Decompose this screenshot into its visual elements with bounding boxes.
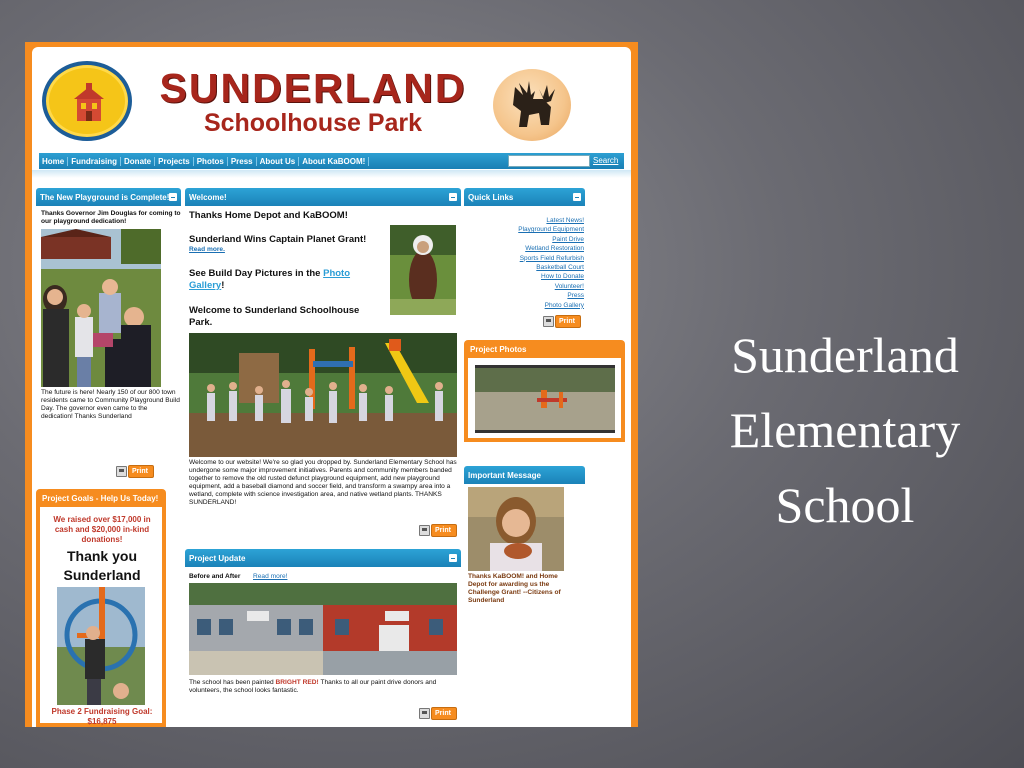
slide-title — [680, 318, 1010, 543]
slide-title-line-1: Sunderland — [731, 327, 959, 383]
quick-links-list — [468, 216, 584, 310]
print-label: Print — [128, 465, 154, 478]
quick-link-playground-equipment[interactable]: Playground Equipment — [518, 226, 584, 234]
welcome-line-4: Welcome to Sunderland Schoolhouse Park. — [189, 305, 360, 328]
project-photos-header — [464, 340, 625, 358]
minimize-icon[interactable] — [449, 193, 457, 201]
project-photos-title: Project Photos — [470, 345, 527, 354]
goals-panel-title: Project Goals - Help Us Today! — [42, 494, 159, 503]
quick-links-header — [464, 188, 585, 206]
photo-gallery-link[interactable]: Photo Gallery — [189, 268, 351, 291]
before-after-label: Before and After — [189, 573, 241, 580]
minimize-icon[interactable] — [449, 554, 457, 562]
moose-logo-icon — [493, 69, 571, 141]
nav-press[interactable]: Press — [228, 157, 257, 166]
printer-icon — [419, 525, 430, 536]
update-panel-header — [185, 549, 461, 567]
left-panel-caption: Thanks Governor Jim Douglas for coming to our playground dedication! — [41, 210, 181, 225]
goals-raised-text: We raised over $17,000 in cash and $20,000 in-kind donations! — [53, 515, 151, 544]
website-screenshot — [25, 42, 638, 727]
quick-link-basketball-court[interactable]: Basketball Court — [536, 264, 584, 272]
quick-links-title: Quick Links — [468, 193, 514, 202]
update-body-suffix: Thanks to all our paint drive donors and volunteers, the school looks fantastic. — [189, 679, 437, 694]
print-button[interactable] — [543, 315, 581, 328]
quick-link-volunteer[interactable]: Volunteer! — [554, 282, 584, 290]
nav-donate[interactable]: Donate — [121, 157, 155, 166]
main-nav — [39, 153, 624, 169]
printer-icon — [419, 708, 430, 719]
goals-thanks-text: Thank you Sunderland — [63, 548, 141, 583]
schoolhouse-logo-icon[interactable] — [42, 61, 132, 141]
welcome-line-2: Sunderland Wins Captain Planet Grant! — [189, 234, 367, 245]
quick-link-photo-gallery[interactable]: Photo Gallery — [544, 301, 584, 309]
search-input[interactable] — [508, 155, 590, 167]
quick-link-wetland-restoration[interactable]: Wetland Restoration — [525, 245, 584, 253]
minimize-icon[interactable] — [573, 193, 581, 201]
update-read-more-link[interactable]: Read more! — [253, 573, 288, 580]
nav-fundraising[interactable]: Fundraising — [68, 157, 121, 166]
student-photo — [468, 487, 564, 571]
slide-title-line-3: School — [775, 477, 915, 533]
left-panel-title: The New Playground is Complete! — [40, 193, 170, 202]
print-button[interactable] — [419, 524, 457, 537]
printer-icon — [543, 316, 554, 327]
welcome-line-3 — [189, 268, 379, 292]
fundraising-photo — [57, 587, 145, 705]
web-page — [32, 47, 631, 727]
minimize-icon[interactable] — [169, 193, 177, 201]
nav-home[interactable]: Home — [39, 157, 68, 166]
message-panel-header — [464, 466, 585, 484]
quick-link-sports-field[interactable]: Sports Field Refurbish — [519, 254, 584, 262]
slide-title-line-2: Elementary — [729, 402, 961, 458]
quick-link-paint-drive[interactable]: Paint Drive — [552, 235, 584, 243]
before-after-photo — [189, 583, 457, 675]
printer-icon — [116, 466, 127, 477]
nav-photos[interactable]: Photos — [194, 157, 228, 166]
quick-link-how-to-donate[interactable]: How to Donate — [541, 273, 584, 281]
governor-dedication-photo — [41, 229, 161, 387]
quick-link-press[interactable]: Press — [567, 292, 584, 300]
welcome-line-3-text: See Build Day Pictures in the — [189, 268, 324, 279]
project-photo-slideshow[interactable] — [475, 365, 615, 433]
nav-projects[interactable]: Projects — [155, 157, 194, 166]
left-panel-header — [36, 188, 181, 206]
update-body-text: The school has been painted — [189, 679, 276, 686]
print-button[interactable] — [116, 465, 154, 478]
goals-phase2-text: Phase 2 Fundraising Goal: $16,875 — [51, 707, 153, 726]
print-label: Print — [555, 315, 581, 328]
nav-about-us[interactable]: About Us — [257, 157, 300, 166]
welcome-line-3-suffix: ! — [221, 280, 225, 291]
print-label: Print — [431, 707, 457, 720]
build-day-photo — [189, 333, 457, 457]
message-panel-title: Important Message — [468, 471, 541, 480]
update-body — [189, 679, 459, 695]
captain-planet-photo — [390, 225, 456, 315]
read-more-link[interactable]: Read more. — [189, 246, 225, 253]
site-subtitle: Schoolhouse Park — [203, 109, 423, 137]
welcome-body: Welcome to our website! We're so glad you dropped by. Sunderland Elementary School has undergone some major improvement initiatives. Parents and community members banded together to remove the old rusted defunct playground equipment, add new playground equipment, add a baseball diamond and soccer field, and transform a swampy area into a wetland, complete with science investigation area, and native wetland plants. THANKS SUNDERLAND! — [189, 459, 457, 506]
search-button[interactable]: Search — [593, 156, 619, 165]
welcome-line-1: Thanks Home Depot and KaBOOM! — [189, 210, 348, 221]
goals-panel-header — [36, 489, 166, 507]
left-panel-body: The future is here! Nearly 150 of our 800 town residents came to Community Playground Build Day. The governor even came to the dedication! Thanks Sunderland — [41, 389, 180, 420]
site-title: SUNDERLAND — [159, 65, 467, 111]
print-button[interactable] — [419, 707, 457, 720]
update-panel-title: Project Update — [189, 554, 246, 563]
nav-about-kaboom[interactable]: About KaBOOM! — [299, 157, 369, 166]
welcome-panel-title: Welcome! — [189, 193, 227, 202]
welcome-panel-header — [185, 188, 461, 206]
nav-shadow-strip — [32, 170, 631, 178]
update-body-highlight: BRIGHT RED! — [275, 679, 319, 686]
message-caption: Thanks KaBOOM! and Home Depot for awarding us the Challenge Grant! --Citizens of Sunderland — [468, 573, 561, 604]
print-label: Print — [431, 524, 457, 537]
quick-link-latest-news[interactable]: Latest News! — [546, 217, 584, 224]
